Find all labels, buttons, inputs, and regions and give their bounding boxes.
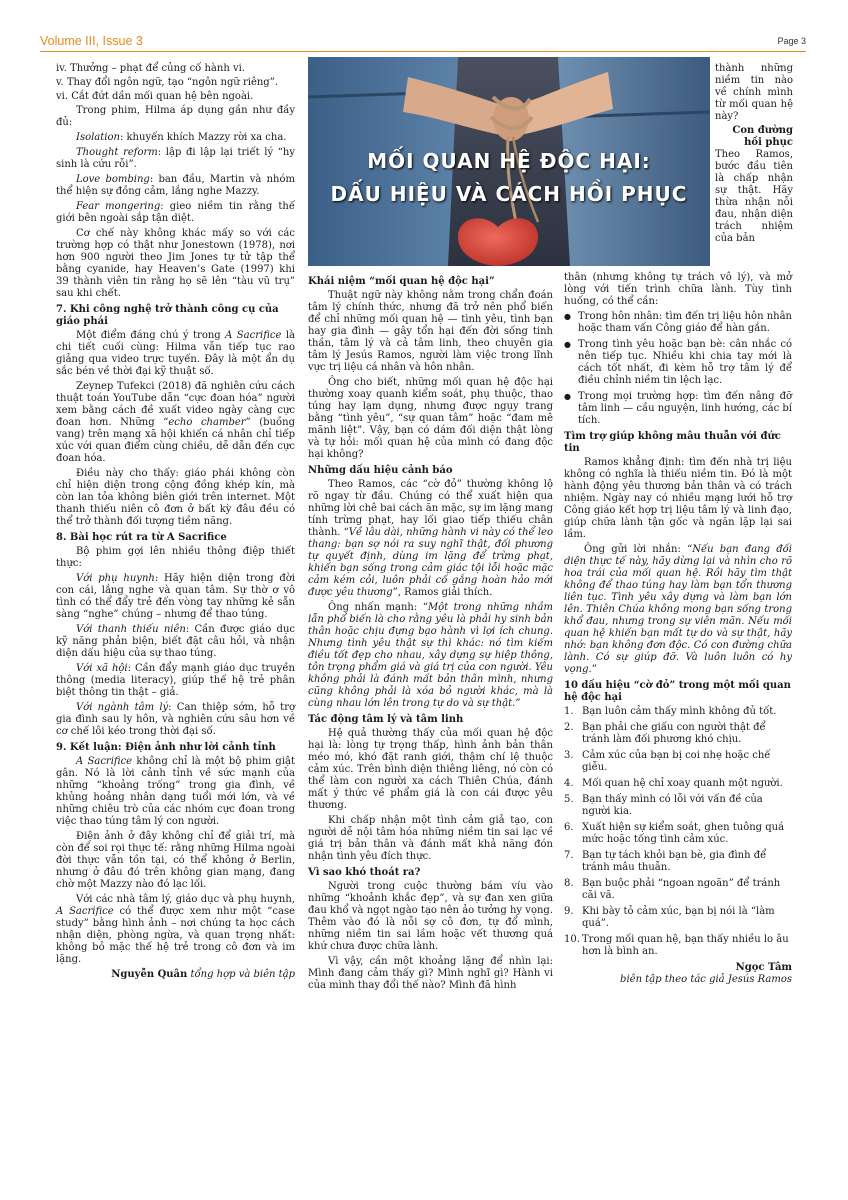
item-text: Bạn thấy mình có lỗi với vấn đề của người kia. — [582, 794, 763, 817]
paragraph — [56, 174, 295, 198]
section-heading: Những dấu hiệu cảnh báo — [308, 465, 453, 476]
hero-image — [308, 57, 710, 266]
section-heading: Con đường hồi phục — [732, 125, 793, 148]
paragraph: Trong phim, Hilma áp dụng gần như đầy đủ: — [56, 105, 295, 128]
paragraph — [56, 702, 295, 738]
section-heading: 10 dấu hiệu “cờ đỏ” trong một mối quan hệ độc hại — [564, 680, 791, 703]
text: ” — [515, 698, 521, 709]
item-text: Bạn luôn cảm thấy mình không đủ tốt. — [582, 706, 777, 717]
paragraph — [308, 602, 553, 710]
term-text: : Cần được giáo dục kỹ năng phản biện, biết đặt câu hỏi, và nhận diện dấu hiệu của sự thao túng. — [56, 624, 296, 659]
term: Fear mongering — [76, 201, 161, 212]
red-flag-list — [564, 706, 792, 958]
column-3-top — [715, 63, 793, 245]
paragraph: thành những niềm tin nào về chính mình từ mối quan hệ này? — [715, 63, 793, 122]
item-number: 8. — [564, 878, 574, 889]
term-text: : khuyến khích Mazzy rời xa cha. — [119, 132, 287, 143]
list-item: iv. Thưởng – phạt để củng cố hành vi. — [56, 63, 245, 74]
paragraph — [56, 330, 295, 378]
term: Với ngành tâm lý — [76, 702, 169, 713]
text: ”, Ramos giải thích. — [392, 587, 493, 598]
paragraph: Cơ chế này không khác mấy so với các trường hợp có thật như Jonestown (1978), nơi hơn 900 người theo Jim Jones tự tử tập thể bằng cyanide, hay Heaven’s Gate (1997) khi 39 thành viên tin rằng họ sẽ lên “tàu vũ trụ” sau khi chết. — [56, 228, 295, 299]
list-item — [564, 878, 792, 902]
section-heading: 8. Bài học rút ra từ A Sacrifice — [56, 532, 227, 543]
paragraph: Điện ảnh ở đây không chỉ để giải trí, mà còn để soi rọi thực tế: rằng những Hilma ngoài đời thực vẫn tồn tại, có thể không ở Berlin, nhưng ở đâu đó trên không gian mạng, đang chờ một Mazzy nào đó lạc lối. — [56, 831, 295, 890]
item-number: 1. — [564, 706, 574, 717]
term: Với xã hội — [76, 663, 128, 674]
section-heading: Tác động tâm lý và tâm linh — [308, 714, 464, 725]
author-role: biên tập theo tác giả Jesús Ramos — [620, 974, 792, 985]
section-heading: 9. Kết luận: Điện ảnh như lời cảnh tỉnh — [56, 742, 276, 753]
paragraph: Hệ quả thường thấy của mối quan hệ độc hại là: lòng tự trọng thấp, hình ảnh bản thân méo mó, khó đặt ranh giới, thậm chí lệ thuộc cảm xúc. Trên bình diện thiêng liêng, nó còn có thể làm con người xa cách Thiên Chúa, đánh mất ý thức về phẩm giá là con cái được yêu thương. — [308, 728, 553, 811]
paragraph: Vì vậy, cần một khoảng lặng để nhìn lại: Mình đang cảm thấy gì? Mình nghĩ gì? Hành vi của mình thay đổi thế nào? Mình đã hình — [308, 956, 553, 991]
term: Thought reform — [76, 147, 158, 158]
paragraph: Bộ phim gợi lên nhiều thông điệp thiết thực: — [56, 546, 295, 569]
film-title: A Sacrifice — [225, 330, 282, 341]
text: Ông gửi lời nhắn: “ — [584, 544, 693, 555]
item-number: 3. — [564, 750, 574, 761]
term: Love bombing — [76, 174, 150, 185]
term: Với phụ huynh — [76, 573, 155, 584]
text: Một điểm đáng chú ý trong — [76, 330, 226, 341]
text: Ông nhấn mạnh: “ — [328, 602, 428, 613]
term: echo chamber — [168, 417, 246, 428]
section-heading: 7. Khi công nghệ trở thành công cụ của giáo phái — [56, 304, 279, 327]
term-text: : Cần đẩy mạnh giáo dục truyền thông (media literacy), giúp thế hệ trẻ phân biệt thông tin thật – giả. — [56, 663, 295, 698]
item-text: Bạn tự tách khỏi bạn bè, gia đình để tránh mâu thuẫn. — [582, 850, 767, 873]
paragraph: Theo Ramos, bước đầu tiên là chấp nhận sự thật. Hãy thừa nhận nỗi đau, nhận diện trách nhiệm của bản — [715, 149, 793, 244]
term-text: : gieo niềm tin rằng thế giới bên ngoài sắp tận diệt. — [56, 201, 295, 224]
text: Với các nhà tâm lý, giáo dục và phụ huynh, — [76, 894, 295, 905]
film-title: A Sacrifice — [56, 906, 114, 917]
paragraph — [56, 147, 295, 171]
section-heading: Tìm trợ giúp không mâu thuẫn với đức tin — [564, 431, 781, 454]
film-title: A Sacrifice — [76, 756, 133, 767]
page-number: Page 3 — [777, 36, 806, 46]
author-role: tổng hợp và biên tập — [187, 969, 295, 980]
list-item — [564, 778, 792, 790]
item-text: Xuất hiện sự kiểm soát, ghen tuông quá mức hoặc tống tình cảm xúc. — [582, 822, 785, 845]
column-2 — [308, 272, 553, 995]
item-text: Mối quan hệ chỉ xoay quanh một người. — [582, 778, 783, 789]
paragraph — [56, 663, 295, 699]
paragraph — [56, 381, 295, 465]
hero-title-line-2: DẤU HIỆU VÀ CÁCH HỒI PHỤC — [330, 182, 688, 206]
list-item — [564, 794, 792, 818]
term-text: : ban đầu, Martin và nhóm thể hiện sự đồng cảm, lắng nghe Mazzy. — [56, 174, 295, 197]
paragraph: Khi chấp nhận một tình cảm giả tạo, con người dễ nội tâm hóa những niềm tin sai lạc về giá trị bản thân và đánh mất khả năng đón nhận tình yêu đích thực. — [308, 815, 553, 862]
paragraph — [56, 132, 295, 144]
term-text: : lập đi lập lại triết lý “hy sinh là cứu rỗi”. — [56, 147, 295, 170]
list-item: v. Thay đổi ngôn ngữ, tạo “ngôn ngữ riêng”. — [56, 77, 279, 88]
text: ” (buồng vang) trên mạng xã hội khiến cá nhân chỉ tiếp xúc với quan điểm cùng chiều, dễ dẫn đến cực đoan hóa. — [56, 417, 295, 464]
bullet-item: ● Trong mọi trường hợp: tìm đến nâng đỡ tâm linh — cầu nguyện, linh hướng, các bí tích. — [564, 391, 792, 427]
item-number: 4. — [564, 778, 574, 789]
list-item — [564, 822, 792, 846]
paragraph: Thuật ngữ này không nằm trong chẩn đoán tâm lý chính thức, nhưng đã trở nên phổ biến để chỉ những mối quan hệ — tình yêu, tình bạn hay gia đình — gây tổn hại đến đời sống tinh thần, tâm lý và cả tâm linh, theo chuyên gia tâm lý Jesús Ramos, người làm việc trong lĩnh vực trị liệu cá nhân và hôn nhân. — [308, 290, 553, 373]
list-item — [564, 722, 792, 746]
author-name: Ngọc Tâm — [735, 962, 792, 973]
item-number: 6. — [564, 822, 574, 833]
list-item: vi. Cắt đứt dần mối quan hệ bên ngoài. — [56, 91, 254, 102]
section-heading: Vì sao khó thoát ra? — [308, 867, 421, 878]
paragraph — [56, 201, 295, 225]
paragraph: Ông cho biết, những mối quan hệ độc hại thường xoay quanh kiểm soát, phụ thuộc, thao túng hay lạm dụng, nhưng được ngụy trang bằng “tình yêu”, “sự quan tâm” hoặc “đam mê mãnh liệt”. Vậy, bạn có dám đối diện thật lòng và tự hỏi: mối quan hệ của mình có đang độc hại không? — [308, 377, 553, 460]
author-signature — [56, 969, 295, 981]
term-text: : Hãy hiện diện trong đời con cái, lắng nghe và quan tâm. Sự thờ ơ vô tình có thể đẩy trẻ đến vòng tay những kẻ sẵn sàng “nghe” chúng – nhưng để thao túng. — [56, 573, 295, 620]
term: Với thanh thiếu niên — [76, 624, 186, 635]
item-text: Cảm xúc của bạn bị coi nhẹ hoặc chế giễu. — [582, 750, 771, 773]
list-item — [564, 706, 792, 718]
item-number: 9. — [564, 906, 574, 917]
item-text: Bạn phải che giấu con người thật để tránh làm đối phương khó chịu. — [582, 722, 766, 745]
hero-title-line-1: MỐI QUAN HỆ ĐỘC HẠI: — [367, 149, 651, 173]
paragraph — [564, 544, 792, 676]
section-heading: Khái niệm “mối quan hệ độc hại” — [308, 276, 495, 287]
paragraph: thân (nhưng không tự trách vô lý), và mở lòng với tiến trình chữa lành. Tùy tình huống, có thể cần: — [564, 272, 792, 307]
paragraph — [56, 756, 295, 828]
paragraph: Người trong cuộc thường bám víu vào những “khoảnh khắc đẹp”, và sự đan xen giữa đau khổ và ngọt ngào tạo nên ảo tưởng hy vọng. Thêm vào đó là nỗi sợ cô đơn, tự đổ mình, những niềm tin sai lầm hoặc vết thương quá khứ chưa được chữa lành. — [308, 881, 553, 952]
author-name: Nguyễn Quân — [111, 969, 188, 980]
bullet-item: ● Trong hôn nhân: tìm đến trị liệu hôn nhân hoặc tham vấn Công giáo để hàn gắn. — [564, 311, 792, 335]
paragraph: Điều này cho thấy: giáo phái không còn chỉ hiện diện trong cộng đồng khép kín, mà còn lan tỏa không biên giới trên internet. Một thanh thiếu niên cô đơn ở bất kỳ đâu đều có thể trở thành đối tượng tiềm năng. — [56, 468, 295, 527]
bullet-item: ● Trong tình yêu hoặc bạn bè: cân nhắc có nên tiếp tục. Nhiều khi chia tay mới là cách tốt nhất, đi kèm hỗ trợ tâm lý để điều chỉnh niềm tin lệch lạc. — [564, 339, 792, 387]
issue-label: Volume III, Issue 3 — [40, 34, 143, 48]
term-text: : Can thiệp sớm, hỗ trợ gia đình sau ly hôn, và nghiên cứu sâu hơn về cơ chế lôi kéo trong thời đại số. — [56, 702, 295, 737]
item-number: 2. — [564, 722, 574, 733]
paragraph: Ramos khẳng định: tìm đến nhà trị liệu không có nghĩa là thiếu niềm tin. Đó là một hành động yêu thương bản thân và có trách nhiệm. Ngày nay có nhiều mạng lưới hỗ trợ Công giáo kết hợp trị liệu tâm lý và linh đạo, giúp chữa lành tận gốc và ngăn lặp lại sai lầm. — [564, 457, 792, 540]
paragraph — [56, 624, 295, 660]
list-item — [564, 906, 792, 930]
list-item — [564, 750, 792, 774]
item-number: 10. — [564, 934, 580, 945]
quote: Một trong những nhầm lẫn phổ biến là cho rằng yêu là phải hy sinh bản thân hoặc chịu đựng bạo hành vì lợi ích chung. Nhưng tình yêu thật sự thì khác: nó tìm kiếm điều tốt đẹp cho nhau, xây dựng sự hiệp thông, tôn trọng phẩm giá và giá trị của con người. Yêu không phải là đánh mất bản thân mình, nhưng cũng không phải là xóa bỏ người khác, mà là cùng nhau lớn lên trong tự do và sự thật. — [308, 602, 553, 709]
item-text: Trong mối quan hệ, bạn thấy nhiều lo âu hơn là bình an. — [582, 934, 789, 957]
item-number: 5. — [564, 794, 574, 805]
column-3 — [564, 272, 792, 986]
paragraph — [308, 479, 553, 599]
bullet-list — [564, 311, 792, 427]
text: là chi tiết cuối cùng: Hilma vẫn tiếp tục rao giảng qua video trực tuyến. Đây là một ẩn dụ sắc bén về thời đại kỹ thuật số. — [56, 330, 295, 377]
item-number: 7. — [564, 850, 574, 861]
text: có thể được xem như một “case study” bằng hình ảnh – nơi chúng ta học cách nhận diện, phòng ngừa, và quan trọng nhất: không bỏ mặc thế hệ trẻ trong cô đơn và im lặng. — [56, 906, 295, 965]
list-item — [564, 934, 792, 958]
column-1 — [56, 63, 295, 981]
term: Isolation — [76, 132, 120, 143]
list-item — [564, 850, 792, 874]
text: không chỉ là một bộ phim giật gân. Nó là lời cảnh tỉnh về sức mạnh của những “khoảng trống” trong gia đình, về khủng hoảng nhân dạng tuổi mới lớn, và về những chiêu trò của các nhóm cực đoan trong việc thao túng tâm lý con người. — [56, 756, 296, 827]
header-rule — [40, 51, 806, 52]
paragraph — [56, 894, 295, 966]
quote: Nếu bạn đang đối diện thực tế này, hãy dừng lại và nhìn cho rõ hoa trái của mối quan hệ. Rồi hãy tìm thật không để thao túng hay làm bạn tổn thương liên tục. Tình yêu xây dựng và làm bạn lớn lên. Thiên Chúa không mong bạn sống trong khổ đau, nhưng trong sự viên mãn. Nếu mối quan hệ khiến bạn mất tự do và sự thật, hãy nhớ: bạn không đơn độc. Có con đường chữa lành. Có sự giúp đỡ. Và luôn luôn có hy vọng. — [564, 544, 792, 675]
item-text: Khi bày tỏ cảm xúc, bạn bị nói là “làm quá”. — [582, 906, 775, 929]
paragraph — [56, 573, 295, 621]
text: Theo Ramos, các “cờ đỏ” thường không lộ rõ ngay từ đầu. Chúng có thể xuất hiện qua những lời chê bai cách ăn mặc, sự im lặng mang tính trừng phạt, hay lối giao tiếp thiếu chân thành. “ — [308, 479, 553, 538]
quote: Về lâu dài, những hành vi này có thể leo thang: bạn sợ nói ra suy nghĩ thật, đối phương tự quyết định, dùng im lặng để trừng phạt, khiến bạn sống trong cảm giác tội lỗi hoặc mặc cảm kém cỏi, luôn phải cố gắng hoàn hảo mới được yêu thương — [308, 527, 553, 598]
text: ” — [591, 664, 597, 675]
text: Zeynep Tufekci (2018) đã nghiên cứu cách thuật toán YouTube dẫn “cực đoan hóa” người xem bằng cách đề xuất video ngày càng cực đoan hơn. Những “ — [56, 381, 295, 428]
item-text: Bạn buộc phải “ngoan ngoãn” để tránh cãi vã. — [582, 878, 781, 901]
